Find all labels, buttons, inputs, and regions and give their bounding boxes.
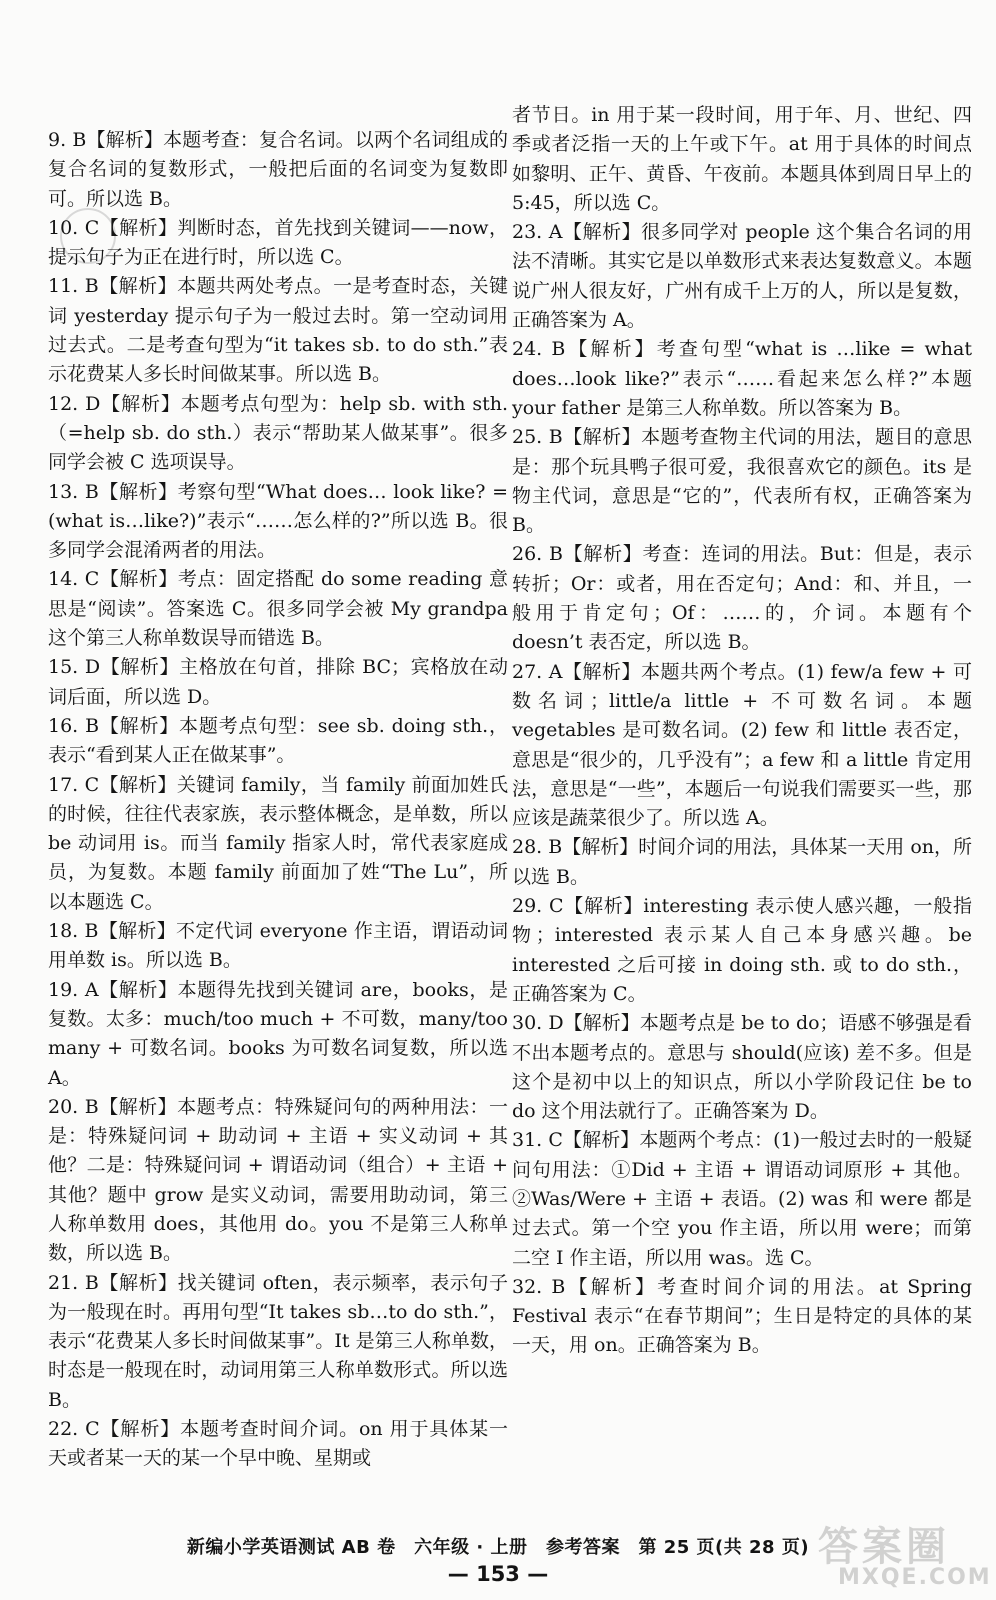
answer-item-28: 28. B【解析】时间介词的用法，具体某一天用 on，所以选 B。 [512,836,972,888]
answer-item-27: 27. A【解析】本题共两个考点。(1) few/a few + 可数名词；little/a little + 不可数名词。本题 vegetables 是可数名词。(2) few 和 little 表否定，意思是“很少的，几乎没有”；a few 和 a little 肯定用法，意思是“一些”，本题后一句说我们需要买一些，那应该是蔬菜很少了。所以选 A。 [512,660,972,830]
answer-item-24: 24. B【解析】考查句型“what is …like = what does…look like?”表示“……看起来怎么样?”本题 your father 是第三人称单数。所以答案为 B。 [512,338,972,419]
answer-item-14: 14. C【解析】考点：固定搭配 do some reading 意思是“阅读”。答案选 C。很多同学会被 My grandpa 这个第三人称单数误导而错选 B。 [48,568,508,650]
page-number: — 153 — [447,1562,549,1586]
answer-item-19: 19. A【解析】本题得先找到关键词 are，books，是复数。太多：much/too much + 不可数，many/too many + 可数名词。books 为可数名词复数，所以选 A。 [48,978,508,1089]
answer-item-17: 17. C【解析】关键词 family，当 family 前面加姓氏的时候，往往代表家族，表示整体概念，是单数，所以 be 动词用 is。而当 family 指家人时，常代表家庭成员，为复数。本题 family 前面加了姓“The Lu”，所以本题选 C。 [48,773,508,913]
answer-item-29: 29. C【解析】interesting 表示使人感兴趣，一般指物；interested 表示某人自己本身感兴趣。be interested 之后可接 in doing sth. 或 to do sth.，正确答案为 C。 [512,895,972,1005]
answer-item-23: 23. A【解析】很多同学对 people 这个集合名词的用法不清晰。其实它是以单数形式来表达复数意义。本题说广州人很友好，广州有成千上万的人，所以是复数，正确答案为 A。 [512,221,972,332]
answer-item-18: 18. B【解析】不定代词 everyone 作主语，谓语动词用单数 is。所以选 B。 [48,920,508,972]
answer-item-12: 12. D【解析】本题考点句型为：help sb. with sth.（=help sb. do sth.）表示“帮助某人做某事”。很多同学会被 C 选项误导。 [48,392,508,474]
answer-item-22-continued: 者节日。in 用于某一段时间，用于年、月、世纪、四季或者泛指一天的上午或下午。at 用于具体的时间点如黎明、正午、黄昏、午夜前。本题具体到周日早上的 5:45，所以选 C。 [512,104,972,214]
answer-item-10: 10. C【解析】判断时态，首先找到关键词——now，提示句子为正在进行时，所以选 C。 [48,216,508,269]
answer-item-25: 25. B【解析】本题考查物主代词的用法，题目的意思是：那个玩具鸭子很可爱，我很喜欢它的颜色。its 是物主代词，意思是“它的”，代表所有权，正确答案为 B。 [512,426,972,537]
answer-item-26: 26. B【解析】考查：连词的用法。But：但是，表示转折；Or：或者，用在否定句；And：和、并且，一般用于肯定句；Of：……的，介词。本题有个 doesn’t 表否定，所以选 B。 [512,543,972,654]
answer-item-9: 9. B【解析】本题考查：复合名词。以两个名词组成的复合名词的复数形式，一般把后面的名词变为复数即可。所以选 B。 [48,129,508,210]
answer-item-32: 32. B【解析】考查时间介词的用法。at Spring Festival 表示“在春节期间”；生日是特定的具体的某一天，用 on。正确答案为 B。 [512,1275,972,1357]
answer-item-20: 20. B【解析】本题考点：特殊疑问句的两种用法：一是：特殊疑问词 + 助动词 + 主语 + 实义动词 + 其他？二是：特殊疑问词 + 谓语动词（组合）+ 主语 + 其他？题中 grow 是实义动词，需要用助动词，第三人称单数用 does，其他用 do。you 不是第三人称单数，所以选 B。 [48,1095,508,1265]
answer-item-21: 21. B【解析】找关键词 often，表示频率，表示句子为一般现在时。再用句型“It takes sb…to do sth.”，表示“花费某人多长时间做某事”。It 是第三人称单数，时态是一般现在时，动词用第三人称单数形式。所以选 B。 [48,1271,508,1411]
footer-book-info: 新编小学英语测试 AB 卷 六年级 · 上册 参考答案 第 25 页(共 28 页) [186,1537,810,1558]
watermark-main-text: 答案圈 [818,1524,950,1570]
answer-item-30: 30. D【解析】本题考点是 be to do；语感不够强是看不出本题考点的。意思与 should(应该) 差不多。但是这个是初中以上的知识点，所以小学阶段记住 be to do 这个用法就行了。正确答案为 D。 [512,1012,972,1123]
answer-item-15: 15. D【解析】主格放在句首，排除 BC；宾格放在动词后面，所以选 D。 [48,656,508,708]
left-column [48,126,508,1474]
answer-item-22: 22. C【解析】本题考查时间介词。on 用于具体某一天或者某一天的某一个早中晚、星期或 [48,1418,508,1470]
answer-item-13: 13. B【解析】考察句型“What does… look like? =(what is…like?)”表示“……怎么样的?”所以选 B。很多同学会混淆两者的用法。 [48,480,508,562]
right-column [512,101,972,1361]
watermark-logo [808,1515,992,1595]
answer-item-16: 16. B【解析】本题考点句型：see sb. doing sth.，表示“看到某人正在做某事”。 [48,714,508,767]
watermark-sub-text: MXQE.COM [838,1565,992,1590]
answer-item-11: 11. B【解析】本题共两处考点。一是考查时态，关键词 yesterday 提示句子为一般过去时。第一空动词用过去式。二是考查句型为“it takes sb. to do sth.”表示花费某人多长时间做某事。所以选 B。 [48,275,508,386]
answer-item-31: 31. C【解析】本题两个考点：(1)一般过去时的一般疑问句用法：①Did + 主语 + 谓语动词原形 + 其他。②Was/Were + 主语 + 表语。(2) was 和 were 都是过去式。第一个空 you 作主语，所以用 were；而第二空 I 作主语，所以用 was。选 C。 [512,1129,972,1269]
